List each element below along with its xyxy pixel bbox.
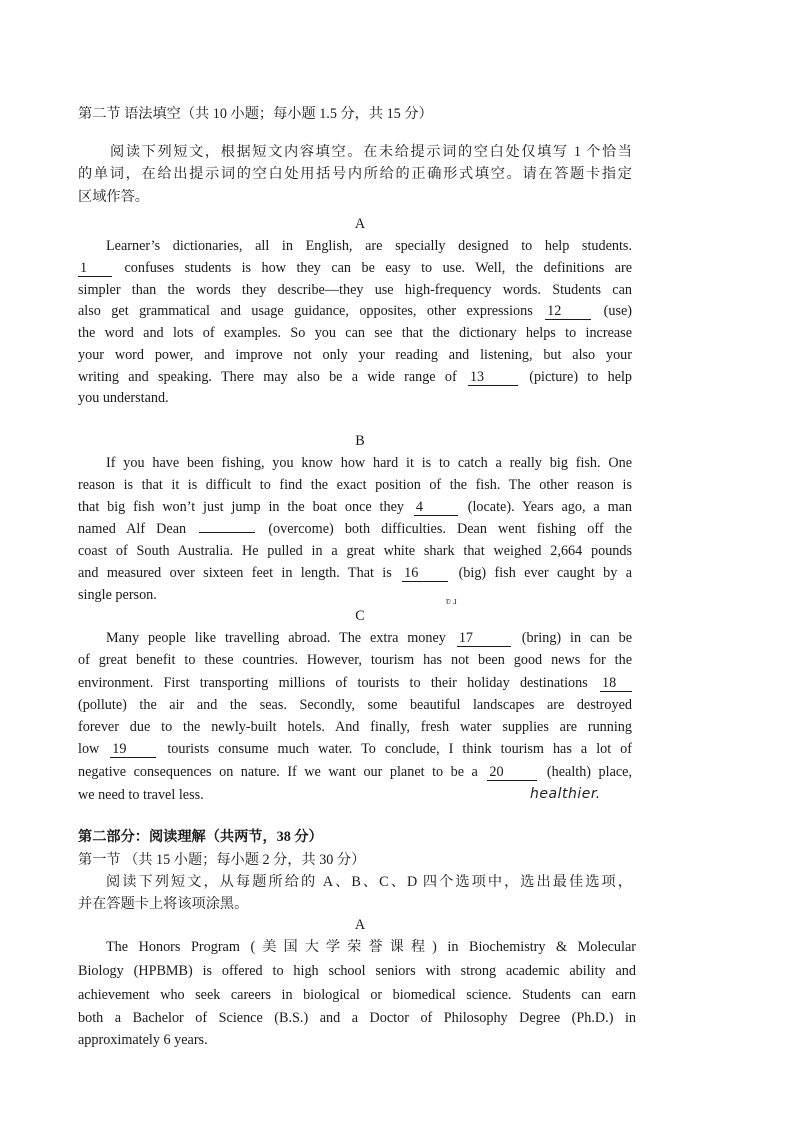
section-heading: 第一节 （共 15 小题；每小题 2 分，共 30 分） (78, 852, 366, 868)
passage-line: forever due to the newly-built hotels. And finally, fresh water supplies are running (78, 719, 632, 735)
passage-line: reason is that it is difficult to find the exact position of the fish. The other reason is (78, 477, 632, 493)
passage-line: coast of South Australia. He pulled in a great white shark that weighed 2,664 pounds (78, 543, 632, 559)
passage-line: environment. First transporting millions of tourists to their holiday destinations 18 (78, 673, 632, 693)
answer-blank (199, 532, 255, 533)
handwritten-answer: healthier. (530, 786, 601, 802)
passage-line: Learner’s dictionaries, all in English, are specially designed to help students. (106, 238, 632, 254)
part-heading: 第二部分：阅读理解（共两节，38 分） (78, 829, 323, 845)
answer-blank: 19 (110, 741, 156, 758)
answer-blank: 13 (468, 369, 518, 386)
passage-line: writing and speaking. There may also be a wide range of 13 (picture) to help (78, 369, 633, 385)
passage-line: achievement who seek careers in biological or biomedical science. Students can earn (78, 987, 636, 1003)
instruction-line: 的单词，在给出提示词的空白处用括号内所给的正确形式填空。请在答题卡指定 (78, 166, 632, 182)
passage-line: single person. (78, 587, 157, 603)
passage-line: Many people like travelling abroad. The extra money 17 (bring) in can be (106, 630, 632, 646)
section-heading: 第二节 语法填空（共 10 小题；每小题 1.5 分，共 15 分） (78, 106, 433, 122)
passage-line: your word power, and improve not only your reading and listening, but also your (78, 347, 632, 363)
passage-line: The Honors Program (美国大学荣誉课程) in Biochemistry & Molecular (106, 939, 636, 955)
passage-line: both a Bachelor of Science (B.S.) and a Doctor of Philosophy Degree (Ph.D.) in (78, 1010, 636, 1026)
instruction-line: 阅读下列短文，从每题所给的 A、B、C、D 四个选项中，选出最佳选项， (106, 874, 632, 890)
instruction-line: 区域作答。 (78, 189, 149, 205)
passage-line: that big fish won’t just jump in the boat once they 4 (locate). Years ago, a man (78, 499, 633, 515)
passage-line: negative consequences on nature. If we want our planet to be a 20 (health) place, (78, 764, 633, 780)
passage-line: Biology (HPBMB) is offered to high school seniors with strong academic ability and (78, 963, 636, 979)
passage-line: you understand. (78, 390, 169, 406)
answer-blank: 18 (600, 675, 632, 692)
passage-line: and measured over sixteen feet in length. That is 16 (big) fish ever caught by a (78, 565, 633, 581)
passage-label: A (354, 216, 366, 232)
passage-label: A (354, 917, 366, 933)
answer-blank: 4 (414, 499, 458, 516)
instruction-line: 并在答题卡上将该项涂黑。 (78, 896, 249, 912)
answer-blank: 12 (545, 303, 591, 320)
passage-line: simpler than the words they describe—they use high-frequency words. Students can (78, 282, 632, 298)
passage-line: we need to travel less. (78, 787, 204, 803)
passage-line: named Alf Dean (overcome) both difficulties. Dean went fishing off the (78, 521, 632, 537)
passage-line: low 19 tourists consume much water. To conclude, I think tourism has a lot of (78, 741, 633, 757)
passage-line: (pollute) the air and the seas. Secondly, some beautiful landscapes are destroyed (78, 697, 632, 713)
passage-label: C (355, 608, 365, 624)
passage-line: also get grammatical and usage guidance, opposites, other expressions 12 (use) (78, 303, 632, 319)
passage-line: 1 confuses students is how they can be easy to use. Well, the definitions are (80, 260, 633, 276)
passage-line: approximately 6 years. (78, 1032, 208, 1048)
instruction-line: 阅读下列短文，根据短文内容填空。在未给提示词的空白处仅填写 1 个恰当 (110, 144, 632, 160)
answer-blank: 1 (78, 260, 112, 277)
pen-mark-icon: ʋ ɹ (446, 596, 457, 607)
passage-line: the word and lots of examples. So you can see that the dictionary helps to increase (78, 325, 632, 341)
answer-blank: 20 (487, 764, 537, 781)
answer-blank: 17 (457, 630, 511, 647)
passage-line: If you have been fishing, you know how hard it is to catch a really big fish. One (106, 455, 632, 471)
passage-label: B (355, 433, 365, 449)
answer-blank: 16 (402, 565, 448, 582)
passage-line: of great benefit to these countries. However, tourism has not been good news for the (78, 652, 632, 668)
